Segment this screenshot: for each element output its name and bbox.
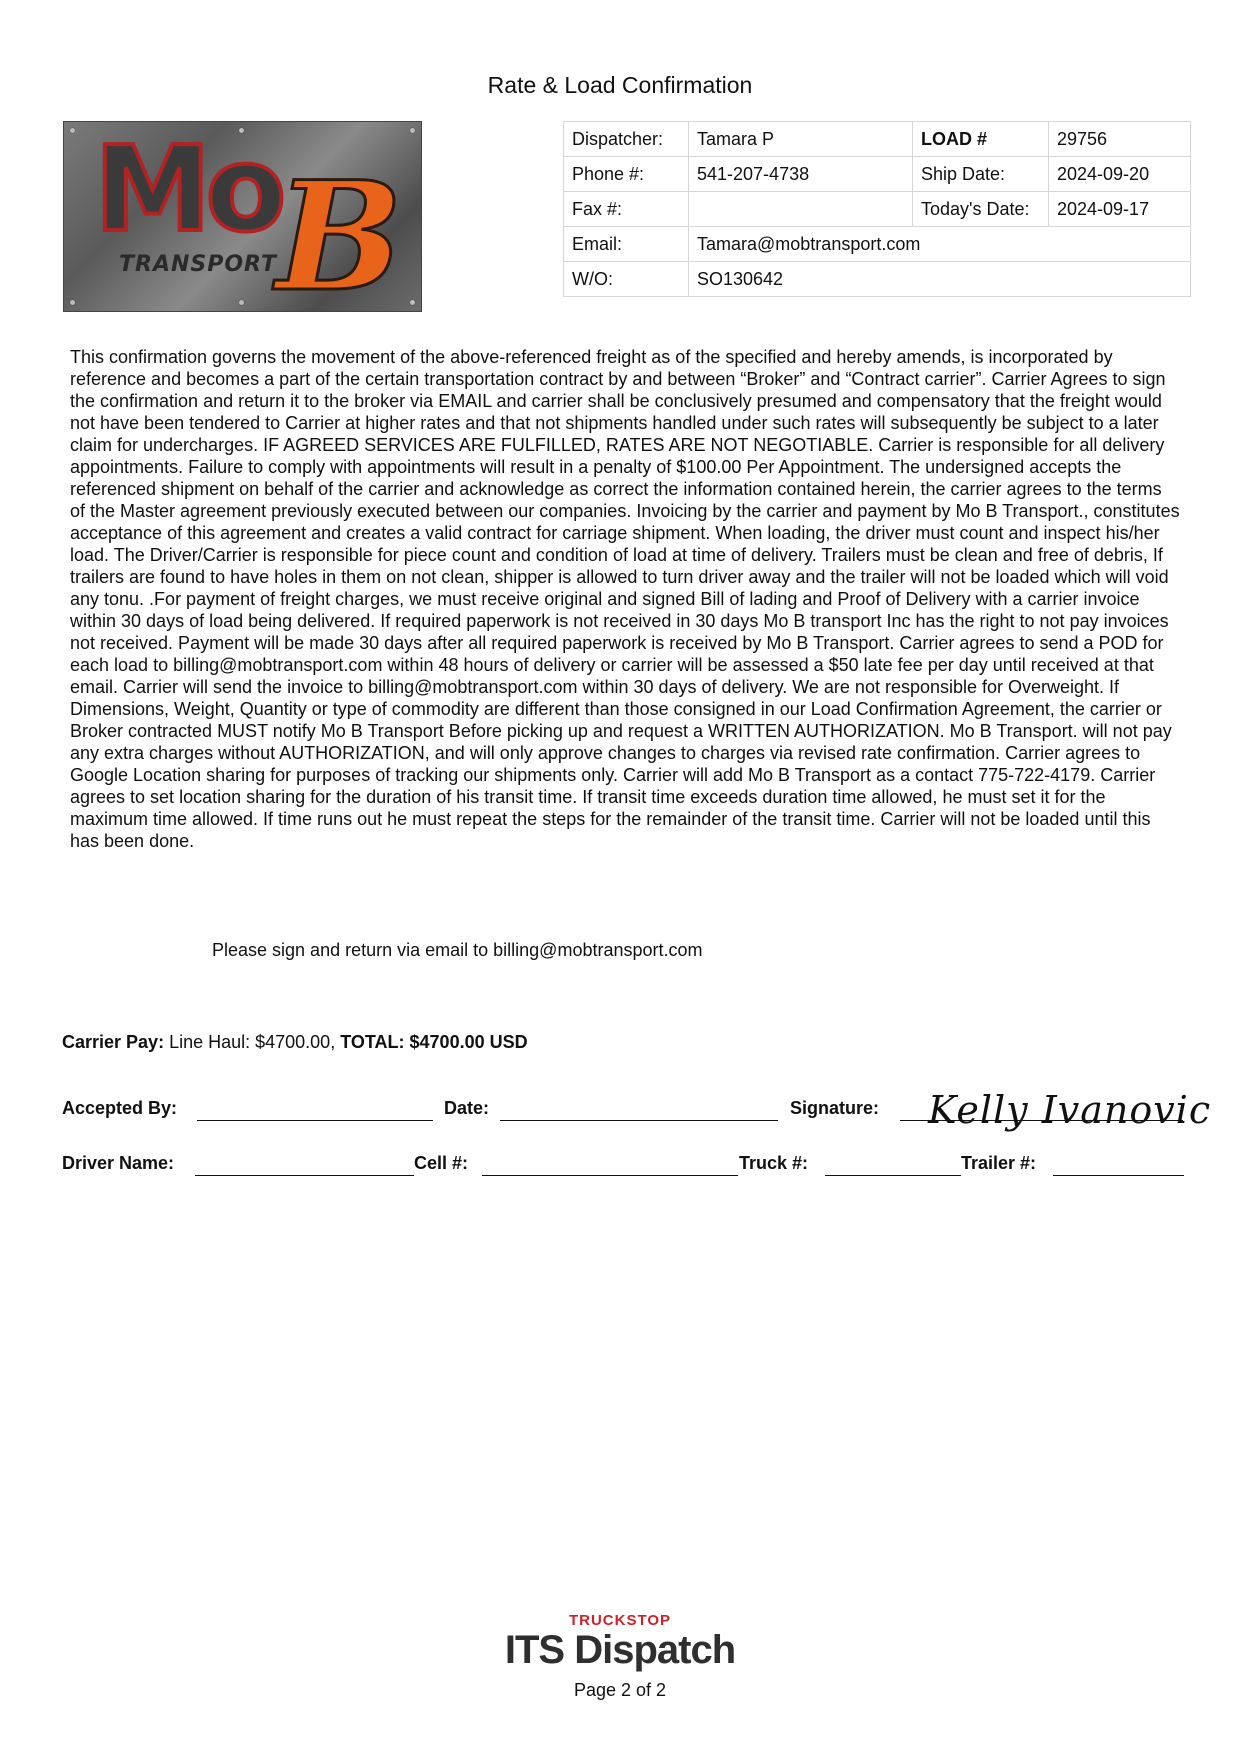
company-logo xyxy=(63,121,422,312)
email-value: Tamara@mobtransport.com xyxy=(689,227,1191,262)
dispatcher-value: Tamara P xyxy=(689,122,913,157)
line-haul-text: Line Haul: $4700.00, xyxy=(164,1032,341,1052)
rivet-icon xyxy=(410,128,415,133)
trailer-field[interactable] xyxy=(1053,1175,1184,1176)
ship-date-value: 2024-09-20 xyxy=(1049,157,1191,192)
logo-mo-text: Mo xyxy=(94,121,281,258)
todays-date-value: 2024-09-17 xyxy=(1049,192,1191,227)
date-field[interactable] xyxy=(500,1120,778,1121)
logo-transport-text: TRANSPORT xyxy=(119,252,278,277)
table-row xyxy=(564,157,1191,192)
accepted-by-label: Accepted By: xyxy=(62,1098,178,1118)
carrier-pay-label: Carrier Pay: xyxy=(62,1032,165,1052)
signature-image: Kelly Ivanovic xyxy=(928,1088,1212,1132)
rivet-icon xyxy=(239,300,244,305)
ship-date-label: Ship Date: xyxy=(913,157,1049,192)
dispatcher-label: Dispatcher: xyxy=(564,122,689,157)
date-label: Date: xyxy=(444,1098,490,1118)
fax-label: Fax #: xyxy=(564,192,689,227)
document-title: Rate & Load Confirmation xyxy=(487,72,753,98)
todays-date-label: Today's Date: xyxy=(913,192,1049,227)
logo-b-text: B xyxy=(276,149,403,312)
driver-name-field[interactable] xyxy=(195,1175,414,1176)
load-number-label: LOAD # xyxy=(913,122,1049,157)
truck-label: Truck #: xyxy=(739,1153,809,1173)
trailer-label: Trailer #: xyxy=(961,1153,1037,1173)
terms-paragraph: This confirmation governs the movement of the above-referenced freight as of the specified and hereby amends, is incorporated by reference and becomes a part of the certain transportation contract by and between “Broker” and “Contract carrier”. Carrier Agrees to sign the confirmation and return it to the broker via EMAIL and carrier shall be conclusively presumed and compensatory that the freight would not have been tendered to Carrier at higher rates and that not shipments handled under such rates will subsequently be subject to a later claim for undercharges. IF AGREED SERVICES ARE FULFILLED, RATES ARE NOT NEGOTIABLE. Carrier is responsible for all delivery appointments. Failure to comply with appointments will result in a penalty of $100.00 Per Appointment. The undersigned accepts the referenced shipment on behalf of the carrier and acknowledge as correct the information contained herein, the carrier agrees to the terms of the Master agreement previously executed between our companies. Invoicing by the carrier and payment by Mo B Transport., constitutes acceptance of this agreement and creates a valid contract for carriage shipment. When loading, the driver must count and inspect his/her load. The Driver/Carrier is responsible for piece count and condition of load at time of delivery. Trailers must be clean and free of debris, If trailers are found to have holes in them on not clean, shipper is allowed to turn driver away and the trailer will not be loaded which will void any tonu. .For payment of freight charges, we must receive original and signed Bill of lading and Proof of Delivery with a carrier invoice within 30 days of load being delivered. If required paperwork is not received in 30 days Mo B transport Inc has the right to not pay invoices not received. Payment will be made 30 days after all required paperwork is received by Mo B Transport. Carrier agrees to send a POD for each load to billing@mobtransport.com within 48 hours of delivery or carrier will be assessed a $50 late fee per day until received at that email. Carrier will send the invoice to billing@mobtransport.com within 30 days of delivery. We are not responsible for Overweight. If Dimensions, Weight, Quantity or type of commodity are different than those consigned in our Load Confirmation Agreement, the carrier or Broker contracted MUST notify Mo B Transport Before picking up and request a WRITTEN AUTHORIZATION. Mo B Transport. will not pay any extra charges without AUTHORIZATION, and will only approve changes to charges via revised rate confirmation. Carrier agrees to Google Location sharing for purposes of tracking our shipments only. Carrier will add Mo B Transport as a contact 775-722-4179. Carrier agrees to set location sharing for the duration of his transit time. If transit time exceeds duration time allowed, he must set it for the maximum time allowed. If time runs out he must repeat the steps for the remainder of the transit time. Carrier will not be loaded until this has been done. xyxy=(70,347,1180,851)
table-row xyxy=(564,262,1191,297)
accepted-by-field[interactable] xyxy=(197,1120,433,1121)
load-info-table xyxy=(563,121,1191,297)
page-number: Page 2 of 2 xyxy=(573,1680,667,1700)
work-order-label: W/O: xyxy=(564,262,689,297)
rivet-icon xyxy=(70,300,75,305)
truck-field[interactable] xyxy=(825,1175,961,1176)
load-number-value: 29756 xyxy=(1049,122,1191,157)
table-row xyxy=(564,122,1191,157)
rivet-icon xyxy=(410,300,415,305)
table-row xyxy=(564,227,1191,262)
carrier-pay-line xyxy=(62,1032,528,1053)
phone-value: 541-207-4738 xyxy=(689,157,913,192)
cell-label: Cell #: xyxy=(414,1153,469,1173)
truckstop-brand: TRUCKSTOP xyxy=(568,1612,672,1629)
cell-field[interactable] xyxy=(482,1175,738,1176)
total-text: TOTAL: $4700.00 USD xyxy=(340,1032,528,1052)
fax-value xyxy=(689,192,913,227)
signature-label: Signature: xyxy=(790,1098,880,1118)
phone-label: Phone #: xyxy=(564,157,689,192)
rivet-icon xyxy=(70,128,75,133)
work-order-value: SO130642 xyxy=(689,262,1191,297)
table-row xyxy=(564,192,1191,227)
email-label: Email: xyxy=(564,227,689,262)
return-instructions: Please sign and return via email to billing@mobtransport.com xyxy=(212,940,703,960)
its-dispatch-brand: ITS Dispatch xyxy=(504,1628,736,1672)
driver-name-label: Driver Name: xyxy=(62,1153,175,1173)
